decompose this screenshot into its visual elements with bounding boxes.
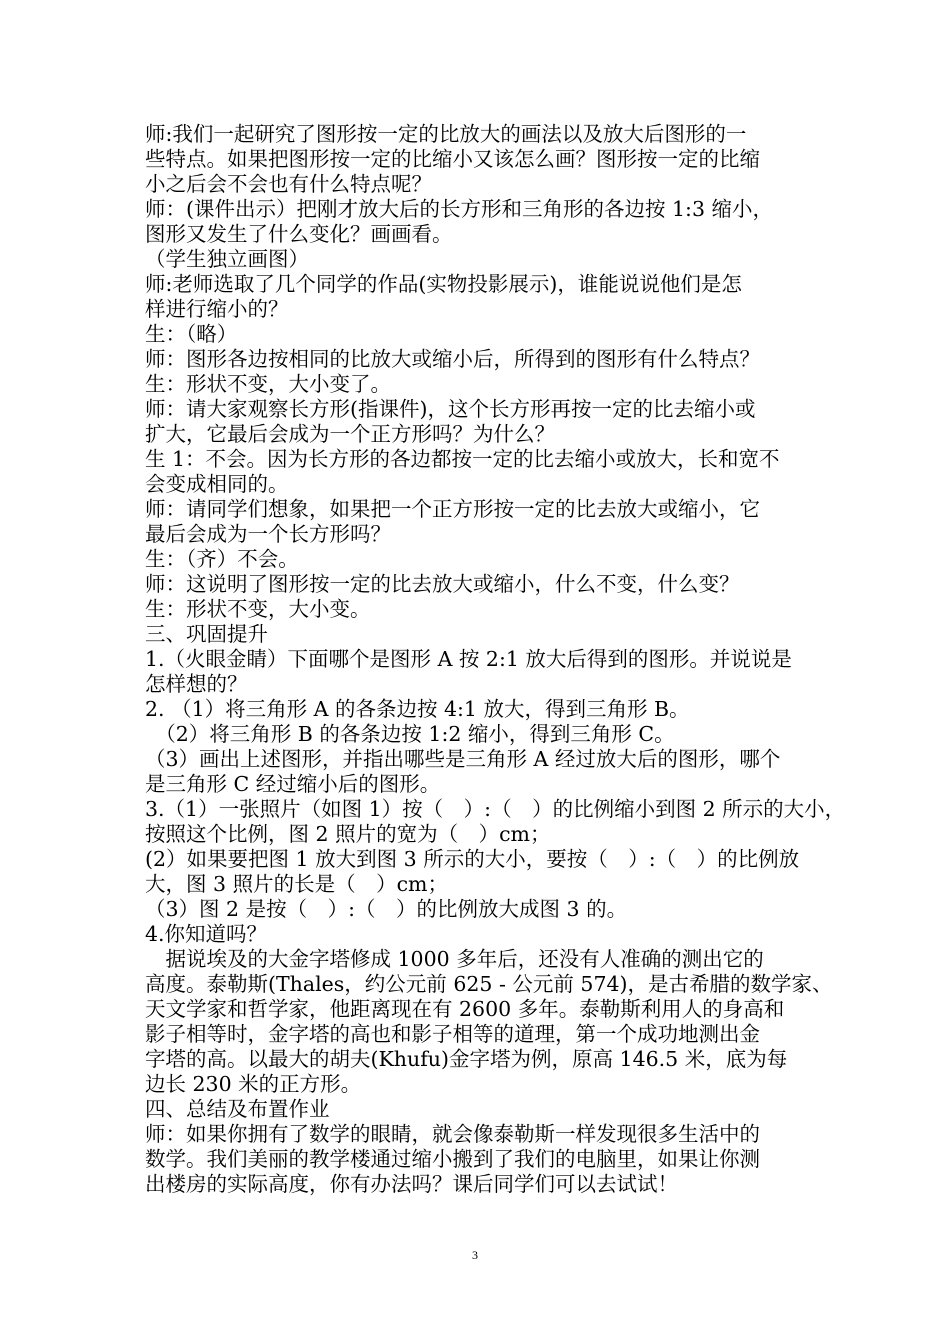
text-line: (2）如果要把图 1 放大到图 3 所示的大小，要按（ ）:（ ）的比例放 bbox=[145, 847, 800, 871]
text-line: 样进行缩小的？ bbox=[145, 297, 289, 321]
page-number: 3 bbox=[472, 1248, 478, 1262]
text-line: 生：（略） bbox=[145, 322, 238, 346]
text-line: 师：请大家观察长方形(指课件)，这个长方形再按一定的比去缩小或 bbox=[145, 397, 756, 421]
text-line: 小之后会不会也有什么特点呢？ bbox=[145, 172, 432, 196]
text-line: 高度。泰勒斯(Thales，约公元前 625 - 公元前 574)，是古希腊的数学家、 bbox=[145, 972, 833, 996]
text-line: 生：形状不变，大小变了。 bbox=[145, 372, 391, 396]
text-line: （学生独立画图） bbox=[145, 247, 309, 271]
text-line: 据说埃及的大金字塔修成 1000 多年后，还没有人准确的测出它的 bbox=[145, 947, 764, 971]
text-line: 四、总结及布置作业 bbox=[145, 1097, 330, 1121]
text-line: 怎样想的？ bbox=[145, 672, 248, 696]
text-line: 生 1：不会。因为长方形的各边都按一定的比去缩小或放大，长和宽不 bbox=[145, 447, 780, 471]
text-line: （3）画出上述图形，并指出哪些是三角形 A 经过放大后的图形，哪个 bbox=[145, 747, 781, 771]
text-line: 生：（齐）不会。 bbox=[145, 547, 299, 571]
text-line: 图形又发生了什么变化？画画看。 bbox=[145, 222, 453, 246]
text-line: （2）将三角形 B 的各条边按 1:2 缩小，得到三角形 C。 bbox=[145, 722, 675, 746]
text-line: 师:我们一起研究了图形按一定的比放大的画法以及放大后图形的一 bbox=[145, 122, 747, 146]
text-line: 是三角形 C 经过缩小后的图形。 bbox=[145, 772, 441, 796]
text-line: 师：如果你拥有了数学的眼睛，就会像泰勒斯一样发现很多生活中的 bbox=[145, 1122, 760, 1146]
text-line: 1.（火眼金睛）下面哪个是图形 A 按 2:1 放大后得到的图形。并说说是 bbox=[145, 647, 792, 671]
text-line: 师：请同学们想象，如果把一个正方形按一定的比去放大或缩小，它 bbox=[145, 497, 760, 521]
text-line: （3）图 2 是按（ ）:（ ）的比例放大成图 3 的。 bbox=[145, 897, 628, 921]
text-line: 三、巩固提升 bbox=[145, 622, 268, 646]
text-line: 数学。我们美丽的教学楼通过缩小搬到了我们的电脑里，如果让你测 bbox=[145, 1147, 760, 1171]
text-line: 天文学家和哲学家，他距离现在有 2600 多年。泰勒斯利用人的身高和 bbox=[145, 997, 785, 1021]
text-line: 出楼房的实际高度，你有办法吗？课后同学们可以去试试！ bbox=[145, 1172, 678, 1196]
text-line: 生：形状不变，大小变。 bbox=[145, 597, 371, 621]
text-line: 扩大，它最后会成为一个正方形吗？为什么？ bbox=[145, 422, 555, 446]
text-line: 些特点。如果把图形按一定的比缩小又该怎么画？图形按一定的比缩 bbox=[145, 147, 760, 171]
text-line: 师:老师选取了几个同学的作品(实物投影展示)，谁能说说他们是怎 bbox=[145, 272, 742, 296]
document-body bbox=[145, 122, 846, 1197]
text-line: 2. （1）将三角形 A 的各条边按 4:1 放大，得到三角形 B。 bbox=[145, 697, 690, 721]
text-line: 影子相等时，金字塔的高也和影子相等的道理，第一个成功地测出金 bbox=[145, 1022, 760, 1046]
text-line: 3.（1）一张照片（如图 1）按（ ）:（ ）的比例缩小到图 2 所示的大小， bbox=[145, 797, 846, 821]
text-line: 师：这说明了图形按一定的比去放大或缩小，什么不变，什么变？ bbox=[145, 572, 740, 596]
text-line: 按照这个比例，图 2 照片的宽为（ ）cm； bbox=[145, 822, 551, 846]
text-line: 师：(课件出示）把刚才放大后的长方形和三角形的各边按 1:3 缩小， bbox=[145, 197, 774, 221]
text-line: 边长 230 米的正方形。 bbox=[145, 1072, 362, 1096]
text-line: 师：图形各边按相同的比放大或缩小后，所得到的图形有什么特点？ bbox=[145, 347, 760, 371]
text-line: 4.你知道吗？ bbox=[145, 922, 268, 946]
text-line: 大，图 3 照片的长是（ ）cm； bbox=[145, 872, 448, 896]
text-line: 会变成相同的。 bbox=[145, 472, 289, 496]
text-line: 最后会成为一个长方形吗？ bbox=[145, 522, 391, 546]
text-line: 字塔的高。以最大的胡夫(Khufu)金字塔为例，原高 146.5 米，底为每 bbox=[145, 1047, 788, 1071]
